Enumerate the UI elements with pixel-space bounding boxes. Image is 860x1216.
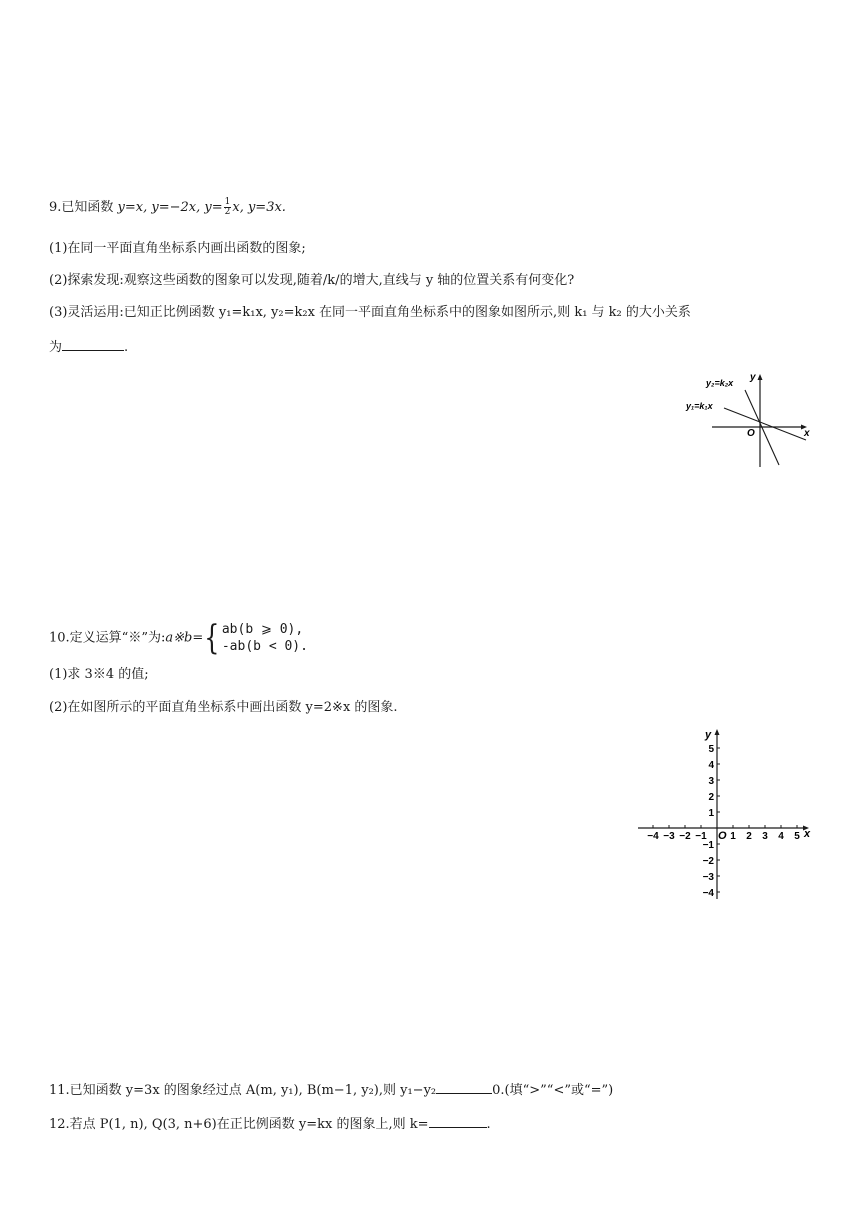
q9-fraction-numerator: 1 xyxy=(224,197,231,207)
answer-blank[interactable] xyxy=(62,338,124,351)
y-tick-label: 3 xyxy=(708,776,714,787)
q9-origin-label: O xyxy=(747,428,755,439)
q10-stem-var: a※b= xyxy=(165,630,204,646)
x-tick-label: −1 xyxy=(695,831,707,842)
y-tick-label: −4 xyxy=(702,888,714,899)
q11-text xyxy=(49,1081,613,1100)
q9-figure xyxy=(680,368,815,470)
q9-label-y2: y₂=k₂x xyxy=(706,378,734,388)
q9-stem xyxy=(49,198,286,217)
q12-text xyxy=(49,1115,491,1134)
q9-part3-line2 xyxy=(49,338,128,357)
q9-axis-x-label: x xyxy=(804,428,810,439)
x-tick-label: 1 xyxy=(730,831,736,842)
q10-y-arrow-icon xyxy=(715,729,720,735)
y-tick-label: 5 xyxy=(708,744,714,755)
q10-case1: ab(b ⩾ 0), xyxy=(221,622,304,637)
q9-part2: (2)探索发现:观察这些函数的图象可以发现,随着/k/的增大,直线与 y 轴的位置关系有何变化? xyxy=(49,273,575,288)
x-tick-label: 3 xyxy=(762,831,768,842)
q10-part1: (1)求 3※4 的值; xyxy=(49,667,149,682)
y-tick-label: −3 xyxy=(702,872,714,883)
q10-stem-prefix: 10.定义运算“※”为: xyxy=(49,630,166,646)
q10-axis-x-label: x xyxy=(804,828,811,840)
x-tick-label: 5 xyxy=(794,831,800,842)
q9-fraction-denominator: 2 xyxy=(224,207,231,217)
y-tick-label: 1 xyxy=(708,808,714,819)
y-tick-label: −2 xyxy=(702,856,714,867)
y-tick-label: 2 xyxy=(708,792,714,803)
q9-part3-line1: (3)灵活运用:已知正比例函数 y₁=k₁x, y₂=k₂x 在同一平面直角坐标系中的图象如图所示,则 k₁ 与 k₂ 的大小关系 xyxy=(49,305,691,320)
x-tick-label: −4 xyxy=(647,831,659,842)
q9-label-y1: y₁=k₁x xyxy=(686,401,713,411)
answer-blank[interactable] xyxy=(436,1081,492,1094)
y-tick-label: −1 xyxy=(702,840,714,851)
q9-functions-part1: y=x, y=−2x, y= xyxy=(117,200,223,215)
q10-figure xyxy=(632,724,817,904)
q11-text-suffix: 0.(填“>”“<”或“=”) xyxy=(492,1083,614,1098)
q9-y-arrow-icon xyxy=(758,374,763,380)
q10-piecewise xyxy=(203,618,308,658)
q9-part1: (1)在同一平面直角坐标系内画出函数的图象; xyxy=(49,241,306,256)
x-tick-label: −2 xyxy=(679,831,691,842)
left-brace-icon: { xyxy=(204,618,220,658)
answer-blank[interactable] xyxy=(429,1115,487,1128)
q9-part3-suffix: . xyxy=(124,340,129,355)
x-tick-label: 2 xyxy=(746,831,752,842)
q9-functions-part2: x, y=3x. xyxy=(232,200,286,215)
y-tick-label: 4 xyxy=(708,760,714,771)
q10-case2: -ab(b < 0). xyxy=(221,639,308,654)
q9-part3-prefix: 为 xyxy=(49,340,63,355)
q9-stem-prefix: 9.已知函数 xyxy=(49,200,118,215)
q12-text-prefix: 12.若点 P(1, n), Q(3, n+6)在正比例函数 y=kx 的图象上,则 k= xyxy=(49,1117,429,1132)
q10-origin-label: O xyxy=(718,830,727,842)
x-tick-label: −3 xyxy=(663,831,675,842)
q10-axis-y-label: y xyxy=(705,729,712,741)
q10-cases xyxy=(222,621,308,655)
q10-part2: (2)在如图所示的平面直角坐标系中画出函数 y=2※x 的图象. xyxy=(49,700,398,715)
q9-fraction xyxy=(224,198,232,217)
q9-axis-y-label: y xyxy=(750,372,756,383)
q10-stem xyxy=(49,618,308,658)
x-tick-label: 4 xyxy=(778,831,784,842)
q12-text-suffix: . xyxy=(486,1117,491,1132)
q11-text-prefix: 11.已知函数 y=3x 的图象经过点 A(m, y₁), B(m−1, y₂),则 y₁−y₂ xyxy=(49,1083,437,1098)
